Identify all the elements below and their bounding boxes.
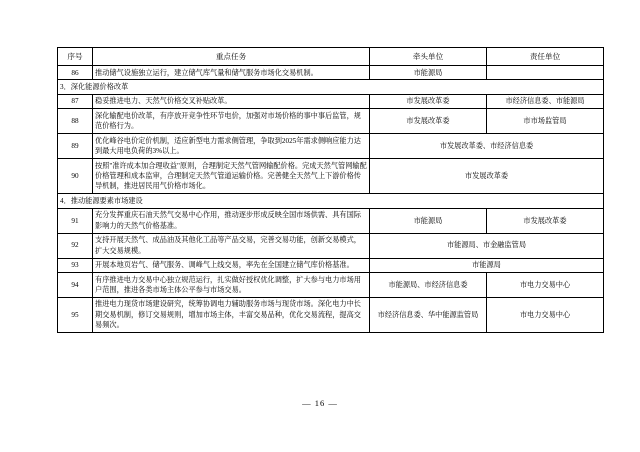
cell-lead: 市能源局、市经济信息委 xyxy=(370,273,487,298)
cell-lead: 市能源局 xyxy=(370,208,487,233)
cell-lead: 市能源局 xyxy=(370,66,487,80)
cell-task: 充分发挥重庆石油天然气交易中心作用，推动逐步形成反映全国市场供需、具有国际影响力的天然气价格基准。 xyxy=(93,208,370,233)
cell-num: 91 xyxy=(58,208,93,233)
table-section-row xyxy=(58,194,604,208)
cell-resp: 市电力交易中心 xyxy=(487,273,604,298)
cell-task: 深化输配电价改革，有序放开竞争性环节电价，加强对市场价格的事中事后监管，规范价格行为。 xyxy=(93,109,370,134)
cell-lead: 市发展改革委、市经济信息委 xyxy=(370,134,604,159)
tasks-table-body xyxy=(58,48,604,333)
header-cell-num: 序号 xyxy=(58,48,93,66)
cell-task: 支持开展天然气、成品油及其他化工品等产品交易，完善交易功能，创新交易模式，扩大交易规模。 xyxy=(93,233,370,258)
cell-resp: 市电力交易中心 xyxy=(487,297,604,332)
cell-num: 89 xyxy=(58,134,93,159)
cell-task: 有序推进电力交易中心独立规范运行，扎实做好授权优化调整，扩大参与电力市场用户范围，推进各类市场主体公平参与市场交易。 xyxy=(93,273,370,298)
table-row xyxy=(58,94,604,108)
table-row xyxy=(58,258,604,272)
cell-lead: 市发展改革委 xyxy=(370,94,487,108)
cell-lead: 市发展改革委 xyxy=(370,159,604,194)
page-number: — 16 — xyxy=(302,398,338,408)
cell-num: 87 xyxy=(58,94,93,108)
table-row xyxy=(58,109,604,134)
header-cell-resp: 责任单位 xyxy=(487,48,604,66)
cell-task: 开展本地页岩气、储气服务、调峰气上线交易，率先在全国建立储气库价格基准。 xyxy=(93,258,370,272)
header-cell-task: 重点任务 xyxy=(93,48,370,66)
cell-resp: 市市场监管局 xyxy=(487,109,604,134)
table-row xyxy=(58,159,604,194)
table-row xyxy=(58,273,604,298)
cell-task: 推动储气设施独立运行，建立储气库气量和储气服务市场化交易机制。 xyxy=(93,66,370,80)
cell-lead: 市能源局、市金融监管局 xyxy=(370,233,604,258)
cell-resp: 市发展改革委 xyxy=(487,208,604,233)
table-row xyxy=(58,297,604,332)
cell-num: 86 xyxy=(58,66,93,80)
section-heading: 3．深化能源价格改革 xyxy=(58,80,604,94)
cell-num: 93 xyxy=(58,258,93,272)
cell-task: 稳妥推进电力、天然气价格交叉补贴改革。 xyxy=(93,94,370,108)
cell-num: 92 xyxy=(58,233,93,258)
table-row xyxy=(58,134,604,159)
header-cell-lead: 牵头单位 xyxy=(370,48,487,66)
table-section-row xyxy=(58,80,604,94)
cell-num: 95 xyxy=(58,297,93,332)
table-header-row xyxy=(58,48,604,66)
cell-num: 88 xyxy=(58,109,93,134)
cell-task: 按照"准许成本加合理收益"原则，合理制定天然气管网输配价格。完成天然气管网输配价格管理和成本监审，合理制定天然气管道运输价格。完善健全天然气上下游价格传导机制，推进居民用气价格市场化。 xyxy=(93,159,370,194)
section-heading: 4．推动能源要素市场建设 xyxy=(58,194,604,208)
cell-lead: 市发展改革委 xyxy=(370,109,487,134)
table-row xyxy=(58,208,604,233)
cell-num: 90 xyxy=(58,159,93,194)
cell-lead: 市经济信息委、华中能源监管局 xyxy=(370,297,487,332)
cell-task: 推进电力现货市场建设研究，统筹协调电力辅助服务市场与现货市场。深化电力中长期交易机制，修订交易规则，增加市场主体，丰富交易品种，优化交易流程，提高交易频次。 xyxy=(93,297,370,332)
cell-task: 优化峰谷电价定价机制，适应新型电力需求侧管理，争取到2025年需求侧响应能力达到最大用电负荷的3%以上。 xyxy=(93,134,370,159)
table-row xyxy=(58,66,604,80)
cell-resp xyxy=(487,66,604,80)
cell-resp: 市经济信息委、市能源局 xyxy=(487,94,604,108)
cell-lead: 市能源局 xyxy=(370,258,604,272)
cell-num: 94 xyxy=(58,273,93,298)
table-row xyxy=(58,233,604,258)
document-body xyxy=(57,47,585,333)
tasks-table xyxy=(57,47,604,333)
